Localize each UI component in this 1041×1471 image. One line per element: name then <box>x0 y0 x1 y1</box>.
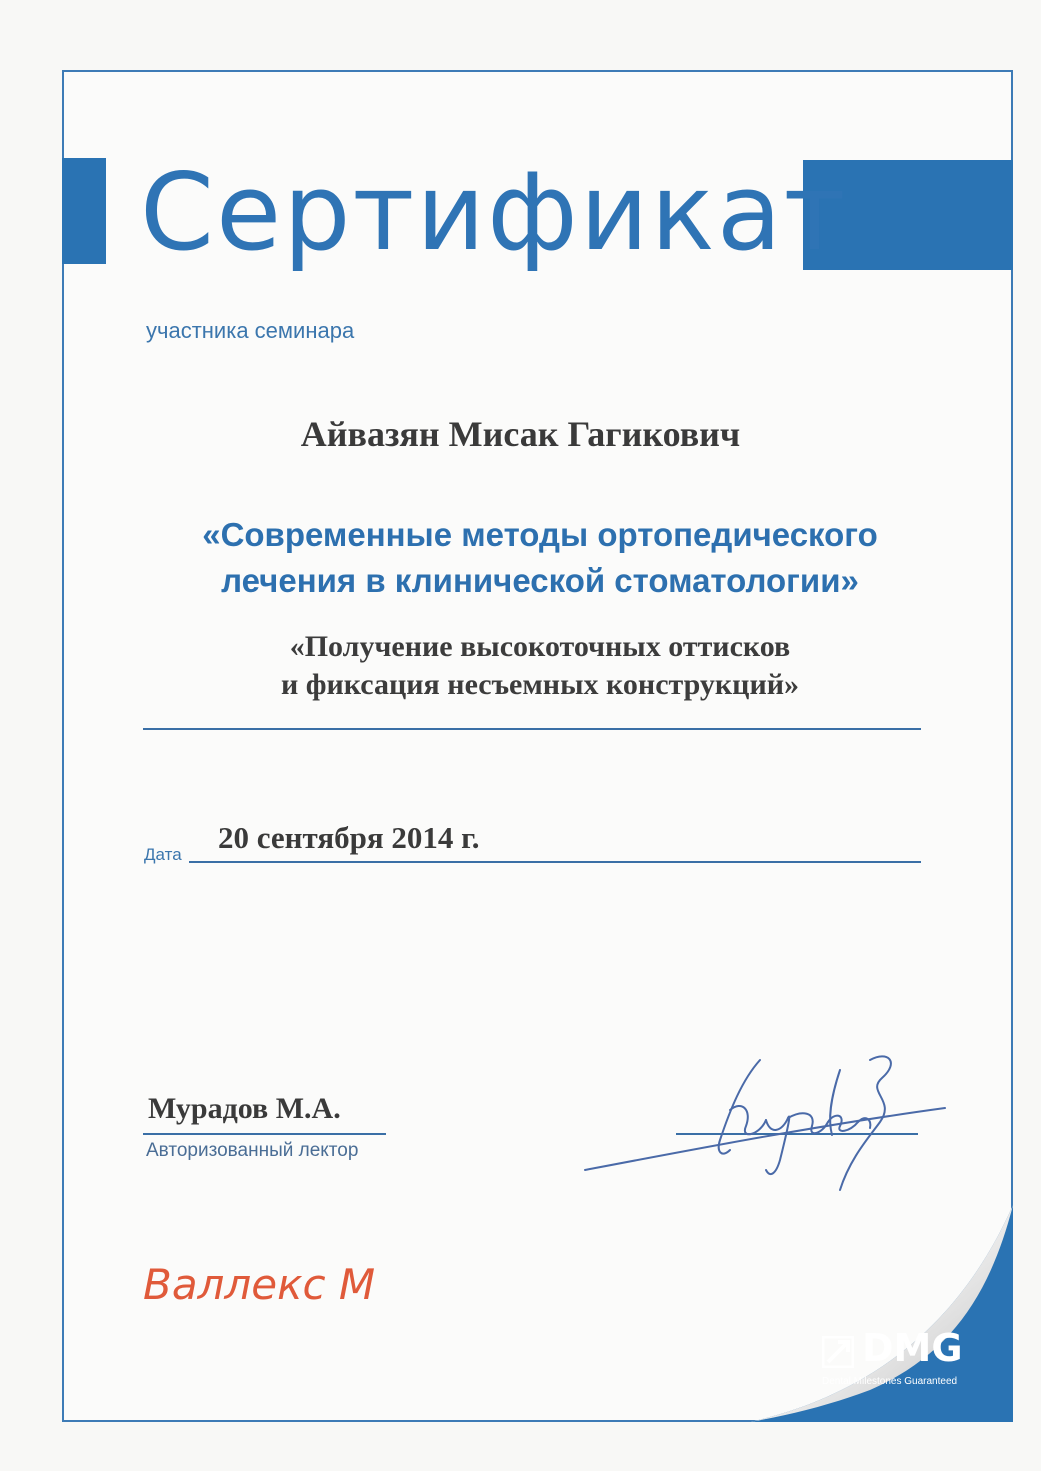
course-title-line-1: «Современные методы ортопедического <box>202 516 878 553</box>
certificate-subtitle: участника семинара <box>146 318 355 343</box>
dmg-mark-icon <box>822 1336 854 1368</box>
recipient-name: Айвазян Мисак Гагикович <box>300 414 741 454</box>
certificate-title: Сертификат <box>140 151 848 274</box>
dmg-logo <box>822 1326 992 1402</box>
lecturer-name: Мурадов М.А. <box>148 1092 341 1125</box>
date-underline <box>189 861 921 863</box>
lecturer-role: Авторизованный лектор <box>146 1140 359 1161</box>
course-title <box>100 512 980 604</box>
title-accent-bar-left <box>62 158 106 264</box>
lecturer-underline <box>143 1133 386 1135</box>
topic-underline <box>143 728 921 730</box>
seminar-topic-line-2: и фиксация несъемных конструкций» <box>280 668 800 701</box>
dmg-tagline: Dental Milestones Guaranteed <box>822 1376 958 1387</box>
seminar-topic-line-1: «Получение высокоточных оттисков <box>289 630 791 663</box>
date-value: 20 сентября 2014 г. <box>218 820 480 855</box>
signature-icon <box>570 1040 960 1210</box>
course-title-line-2: лечения в клинической стоматологии» <box>221 562 859 599</box>
seminar-topic <box>100 628 980 704</box>
vallex-logo: Валлекс М <box>143 1260 376 1309</box>
date-label: Дата <box>144 845 182 864</box>
dmg-name: DMG <box>862 1326 963 1370</box>
